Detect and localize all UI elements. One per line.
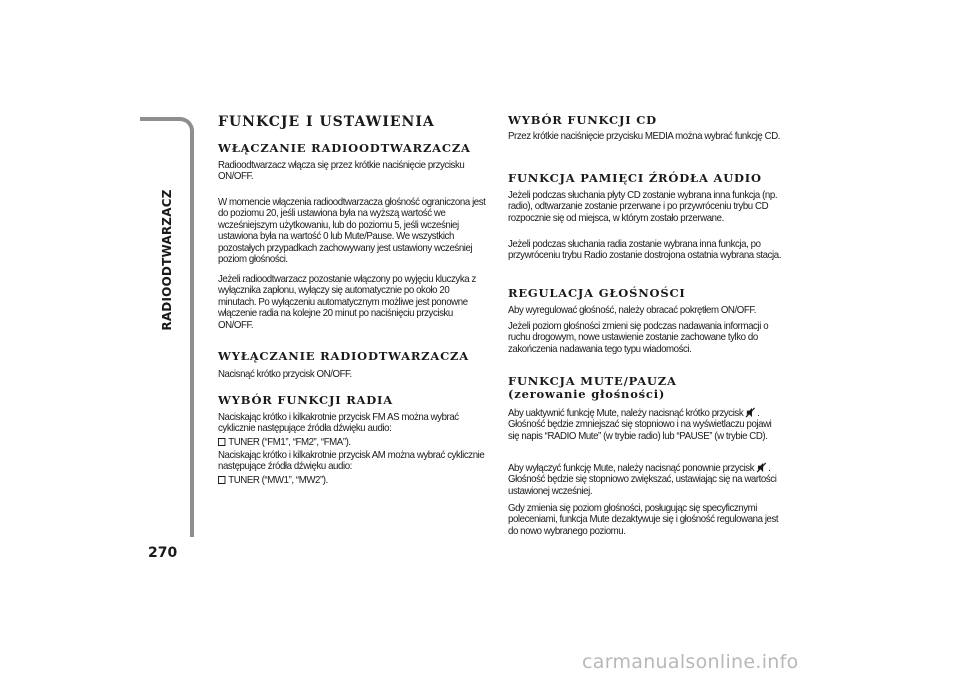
checkbox-bullet-icon (218, 476, 225, 484)
paragraph-power-off: Nacisnąć krótko przycisk ON/OFF. (218, 369, 352, 380)
heading-volume: REGULACJA GŁOŚNOŚCI (508, 286, 686, 300)
paragraph-radio-am: Naciskając krótko i kilkakrotnie przycisk AM można wybrać cyklicznie następujące źródła dźwięku audio: (218, 450, 485, 473)
checkbox-bullet-icon (218, 438, 225, 446)
paragraph-mute-1: Aby uaktywnić funkcję Mute, należy nacisnąć krótko przycisk . Głośność będzie zmniejszać się stopniowo i na wyświetlaczu pojawi się napis “RADIO Mute” (w trybie radio) lub “PAUSE” (w trybie CD). (508, 408, 772, 442)
paragraph-cd-function: Przez krótkie naciśnięcie przycisku MEDIA można wybrać funkcję CD. (508, 131, 781, 142)
paragraph-power-on-3: Jeżeli radioodtwarzacz pozostanie włączony po wyjęciu kluczyka z wyłącznika zapłonu, wyłączy się automatycznie po około 20 minutach. Po wyłączeniu automatycznym możliwe jest ponowne włączenie radia na kolejne 20 minut po naciśnięciu przycisku ON/OFF. (218, 274, 476, 331)
paragraph-mute-3: Gdy zmienia się poziom głośności, posługując się specyficznymi poleceniami, funkcja Mute dezaktywuje się i głośność regulowana jest do nowo wybranego poziomu. (508, 503, 779, 537)
heading-cd-function: WYBÓR FUNKCJI CD (508, 113, 657, 127)
paragraph-volume-1: Aby wyregulować głośność, należy obracać pokrętłem ON/OFF. (508, 305, 757, 316)
page-title: FUNKCJE I USTAWIENIA (218, 114, 435, 130)
heading-mute-pause-subtitle: (zerowanie głośności) (508, 387, 666, 401)
paragraph-power-on-2: W momencie włączenia radioodtwarzacza głośność ograniczona jest do poziomu 20, jeśli ustawiona była na wyższą wartość we wcześniejszym użytkowaniu, lub do poziomu 5, jeśli wcześniej ustawiona była na wartość 0 lub Mute/Pause. We wszystkich pozostałych przypadkach zachowywany jest ustawiony wcześniej poziom głośności. (218, 197, 486, 266)
heading-audio-memory: FUNKCJA PAMIĘCI ŹRÓDŁA AUDIO (508, 171, 762, 185)
paragraph-power-on-1: Radioodtwarzacz włącza się przez krótkie naciśnięcie przycisku ON/OFF. (218, 160, 465, 183)
heading-power-off: WYŁĄCZANIE RADIODTWARZACZA (218, 349, 469, 363)
paragraph-radio-fm: Naciskając krótko i kilkakrotnie przycisk FM AS można wybrać cyklicznie następujące źródła dźwięku audio: (218, 412, 459, 435)
side-section-label: RADIOODTWARZACZ (160, 189, 174, 331)
paragraph-volume-2: Jeżeli poziom głośności zmieni się podczas nadawania informacji o ruchu drogowym, nowe ustawienie zostanie zachowane tylko do zakończenia nadawania tego typu wiadomości. (508, 321, 769, 355)
page-number: 270 (148, 545, 178, 561)
mute-speaker-icon (745, 407, 755, 418)
heading-mute-pause: FUNKCJA MUTE/PAUZA (508, 374, 677, 388)
paragraph-mute-2: Aby wyłączyć funkcję Mute, należy nacisnąć ponownie przycisk . Głośność będzie się stopniowo zwiększać, ustawiając się na wartości ustawionej wcześniej. (508, 463, 777, 497)
paragraph-audio-memory-1: Jeżeli podczas słuchania płyty CD zostanie wybrana inna funkcja (np. radio), odtwarzanie zostanie przerwane i po przywróceniu trybu CD rozpocznie się od miejsca, w którym zostało przerwane. (508, 190, 778, 224)
heading-power-on: WŁĄCZANIE RADIOODTWARZACZA (218, 141, 471, 155)
paragraph-audio-memory-2: Jeżeli podczas słuchania radia zostanie wybrana inna funkcja, po przywróceniu trybu Radio zostanie dostrojona ostatnia wybrana stacja. (508, 239, 781, 262)
bullet-am-tuner: TUNER (“MW1”, “MW2”). (218, 475, 488, 486)
bullet-fm-tuner: TUNER (“FM1”, “FM2”, “FMA”). (218, 437, 488, 448)
mute-speaker-icon (756, 462, 766, 473)
heading-radio-function: WYBÓR FUNKCJI RADIA (218, 393, 393, 407)
watermark: carmanualsonline.info (582, 651, 799, 673)
